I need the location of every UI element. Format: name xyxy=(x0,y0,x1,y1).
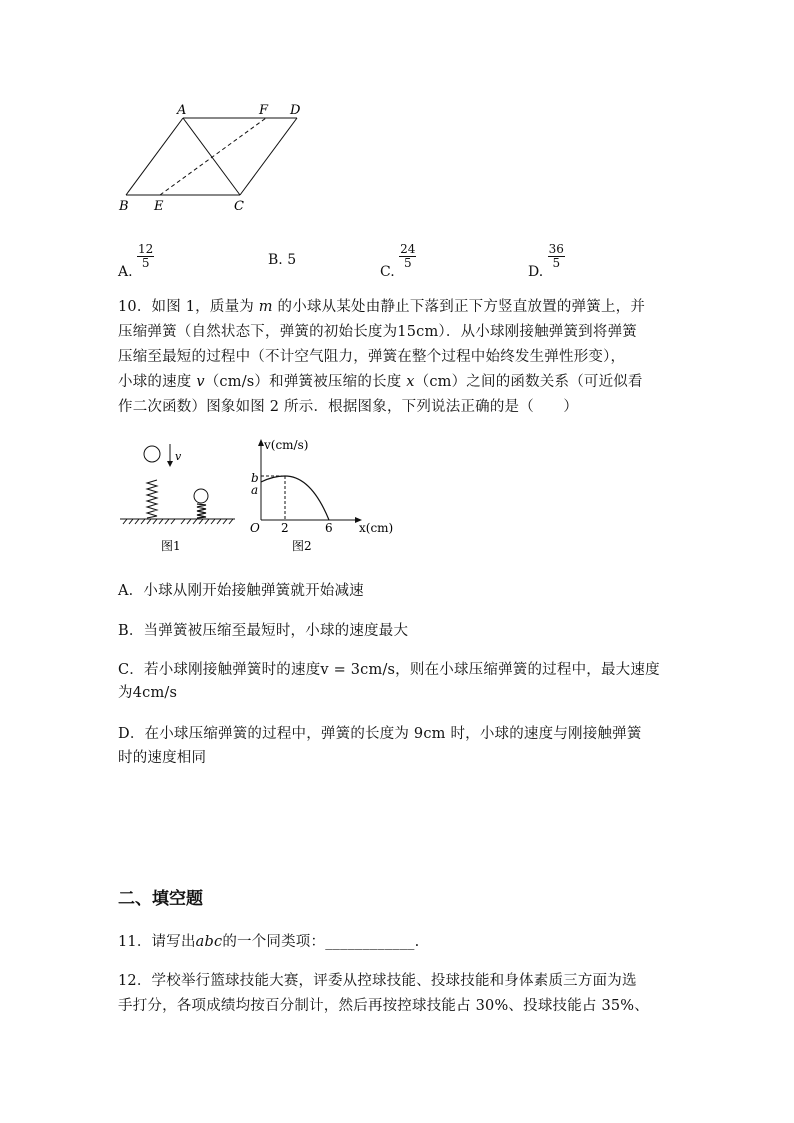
q11-end: . xyxy=(414,934,420,950)
q9-option-d xyxy=(528,242,565,280)
side-ab xyxy=(126,118,183,195)
ground-left-hatch xyxy=(123,519,175,524)
q10-line-4-part-b: （cm/s）和弹簧被压缩的长度 xyxy=(204,374,407,390)
q12-line-1: 12．学校举行篮球技能大赛，评委从控球技能、投球技能和身体素质三方面为选 xyxy=(118,973,637,989)
ball-on-spring xyxy=(194,489,208,503)
q10-mass-symbol: m xyxy=(258,299,273,315)
fig2-tick-6: 6 xyxy=(325,521,333,535)
q10-x-symbol: x xyxy=(406,374,415,390)
q9-option-c-den: 5 xyxy=(403,256,412,270)
q9-option-a-letter: A. xyxy=(118,263,133,280)
q9-option-a-fraction xyxy=(137,243,154,270)
q9-option-d-num: 36 xyxy=(548,242,564,256)
label-c: C xyxy=(234,199,244,214)
label-e: E xyxy=(154,199,164,214)
fig2-x-axis-label: x(cm) xyxy=(359,521,394,535)
q10-line-4-part-a: 小球的速度 xyxy=(118,374,197,390)
dashed-ef xyxy=(160,118,266,195)
label-f: F xyxy=(259,103,269,118)
fig2-tick-2: 2 xyxy=(281,521,289,535)
q10-line-5: 作二次函数）图象如图 2 所示．根据图象，下列说法正确的是（ ） xyxy=(118,399,579,415)
label-a: A xyxy=(177,103,187,118)
fig2-origin-label: O xyxy=(250,521,260,535)
figure-2-graph xyxy=(245,436,405,558)
spring-compressed xyxy=(197,504,206,518)
label-d: D xyxy=(290,103,301,118)
q9-option-d-letter: D. xyxy=(528,263,544,280)
q10-velocity-symbol: v xyxy=(196,374,205,390)
diagonal-ac xyxy=(183,118,240,195)
fig2-label-a: a xyxy=(251,483,259,497)
fig2-label-b: b xyxy=(251,471,259,485)
velocity-arrowhead xyxy=(167,461,173,467)
q9-option-c-num: 24 xyxy=(400,242,416,256)
q9-option-b-letter: B. xyxy=(268,252,283,268)
q10-line-4 xyxy=(118,370,643,394)
fig1-v-label: v xyxy=(175,450,182,463)
ground-right-hatch xyxy=(181,519,233,524)
q10-option-d-line-1: D．在小球压缩弹簧的过程中，弹簧的长度为 9cm 时，小球的速度与刚接触弹簧 xyxy=(118,726,642,742)
falling-ball xyxy=(144,446,160,462)
q10-option-c-line-2: 为4cm/s xyxy=(118,685,178,701)
q10-line-2: 压缩弹簧（自然状态下，弹簧的初始长度为15cm）．从小球刚接触弹簧到将弹簧 xyxy=(118,324,637,340)
side-cd xyxy=(240,118,297,195)
figure-1-ball-spring xyxy=(115,438,240,558)
fig1-caption: 图1 xyxy=(161,539,181,553)
q10-line-3: 压缩至最短的过程中（不计空气阻力，弹簧在整个过程中始终发生弹性形变）， xyxy=(118,349,626,365)
fig2-caption: 图2 xyxy=(292,539,312,553)
q9-option-d-fraction xyxy=(548,243,565,270)
parallelogram-figure xyxy=(110,98,320,218)
q11-suffix: 的一个同类项： xyxy=(222,934,326,950)
q11-prefix: 11．请写出 xyxy=(118,934,196,950)
q10-option-b: B．当弹簧被压缩至最短时，小球的速度最大 xyxy=(118,623,409,639)
fig2-curve xyxy=(261,476,329,520)
q10-option-a: A．小球从刚开始接触弹簧就开始减速 xyxy=(118,583,364,599)
q10-line-1-part-b: 的小球从某处由静止下落到正下方竖直放置的弹簧上，并 xyxy=(272,299,646,315)
q9-option-a xyxy=(118,242,154,280)
q11-answer-blank[interactable]: ____________ xyxy=(325,934,415,950)
q11-line xyxy=(118,930,419,954)
q10-option-c-line-1: C．若小球刚接触弹簧时的速度v = 3cm/s，则在小球压缩弹簧的过程中，最大速度 xyxy=(118,662,660,678)
label-b: B xyxy=(119,199,129,214)
spring-relaxed xyxy=(147,480,157,518)
fig2-y-axis-label: v(cm/s) xyxy=(264,438,309,452)
q9-option-b xyxy=(268,252,296,268)
q10-line-4-part-c: （cm）之间的函数关系（可近似看 xyxy=(414,374,643,390)
q9-option-d-den: 5 xyxy=(552,256,561,270)
q12-line-2: 手打分，各项成绩均按百分制计，然后再按控球技能占 30%、投球技能占 35%、 xyxy=(118,998,649,1014)
q10-line-1-part-a: 10．如图 1，质量为 xyxy=(118,299,259,315)
q9-option-c-letter: C. xyxy=(380,263,395,280)
q9-option-c xyxy=(380,242,416,280)
section-2-heading: 二、填空题 xyxy=(118,889,203,909)
q9-option-a-num: 12 xyxy=(138,242,154,256)
q9-option-b-value: 5 xyxy=(287,252,297,268)
q9-option-a-den: 5 xyxy=(141,256,150,270)
q10-line-1 xyxy=(118,295,645,319)
q9-option-c-fraction xyxy=(399,243,416,270)
q11-expression: abc xyxy=(195,934,223,950)
q10-option-d-line-2: 时的速度相同 xyxy=(118,750,207,766)
